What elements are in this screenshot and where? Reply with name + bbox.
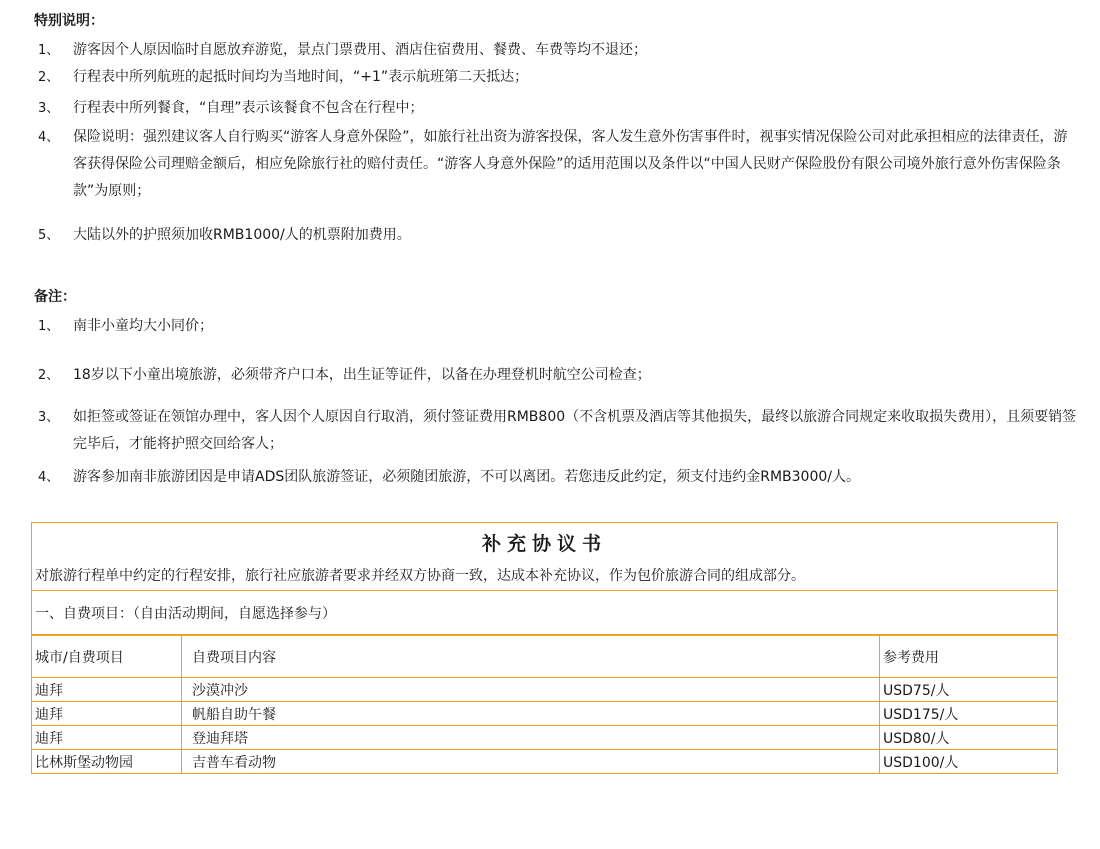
list-text: 如拒签或签证在领馆办理中，客人因个人原因自行取消，须付签证费用RMB800（不含机票及酒店等其他损失，最终以旅游合同规定来收取损失费用），且须要销签完毕后，才能将护照交回给客人； [73, 409, 1077, 452]
remark-1 [38, 313, 1078, 340]
cell-content: 吉普车看动物 [182, 750, 880, 774]
cell-content: 登迪拜塔 [182, 726, 880, 750]
column-header-city: 城市/自费项目 [32, 636, 182, 678]
remarks-heading: 备注： [34, 289, 76, 305]
cell-content: 帆船自助午餐 [182, 702, 880, 726]
table-header-row [32, 636, 1057, 678]
special-notes-heading: 特别说明： [34, 13, 104, 29]
optional-items-section-title: 一、自费项目：（自由活动期间，自愿选择参与） [32, 591, 1057, 635]
special-note-2 [38, 64, 1078, 91]
remark-2 [38, 362, 1078, 389]
cell-city: 比林斯堡动物园 [32, 750, 182, 774]
special-note-3 [38, 95, 1078, 122]
cell-city: 迪拜 [32, 678, 182, 702]
list-number: 1、 [38, 43, 60, 58]
cell-city: 迪拜 [32, 726, 182, 750]
table-row [32, 750, 1057, 774]
list-text: 保险说明：强烈建议客人自行购买“游客人身意外保险”，如旅行社出资为游客投保，客人发生意外伤害事件时，视事实情况保险公司对此承担相应的法律责任，游客获得保险公司理赔金额后，相应免除旅行社的赔付责任。“游客人身意外保险”的适用范围以及条件以“中国人民财产保险股份有限公司境外旅行意外伤害保险条款”为原则； [73, 129, 1068, 199]
remark-3 [38, 404, 1078, 458]
list-text: 行程表中所列餐食，“自理”表示该餐食不包含在行程中； [73, 100, 424, 116]
agreement-intro: 对旅游行程单中约定的行程安排，旅行社应旅游者要求并经双方协商一致，达成本补充协议，作为包价旅游合同的组成部分。 [32, 563, 1057, 591]
cell-content: 沙漠冲沙 [182, 678, 880, 702]
special-note-1 [38, 37, 1078, 64]
list-number: 3、 [38, 101, 60, 116]
list-number: 2、 [38, 368, 60, 383]
column-header-fee: 参考费用 [880, 636, 1058, 678]
cell-city: 迪拜 [32, 702, 182, 726]
list-number: 5、 [38, 228, 60, 243]
list-number: 2、 [38, 70, 60, 85]
list-number: 4、 [38, 470, 60, 485]
supplementary-agreement-table [31, 522, 1058, 774]
list-text: 18岁以下小童出境旅游，必须带齐户口本，出生证等证件，以备在办理登机时航空公司检查； [73, 367, 651, 383]
cell-fee: USD100/人 [880, 750, 1058, 774]
optional-items-table [32, 635, 1057, 773]
list-text: 游客因个人原因临时自愿放弃游览，景点门票费用、酒店住宿费用、餐费、车费等均不退还； [73, 42, 647, 58]
cell-fee: USD175/人 [880, 702, 1058, 726]
list-text: 大陆以外的护照须加收RMB1000/人的机票附加费用。 [73, 227, 411, 243]
special-note-4 [38, 124, 1078, 205]
table-row [32, 678, 1057, 702]
list-number: 3、 [38, 410, 60, 425]
table-row [32, 726, 1057, 750]
list-number: 1、 [38, 319, 60, 334]
column-header-content: 自费项目内容 [182, 636, 880, 678]
cell-fee: USD75/人 [880, 678, 1058, 702]
agreement-title: 补充协议书 [481, 533, 607, 555]
list-text: 游客参加南非旅游团因是申请ADS团队旅游签证，必须随团旅游，不可以离团。若您违反此约定，须支付违约金RMB3000/人。 [73, 469, 860, 485]
special-note-5 [38, 222, 1078, 249]
table-row [32, 702, 1057, 726]
cell-fee: USD80/人 [880, 726, 1058, 750]
list-number: 4、 [38, 130, 60, 145]
list-text: 行程表中所列航班的起抵时间均为当地时间，“+1”表示航班第二天抵达； [73, 69, 529, 85]
list-text: 南非小童均大小同价； [73, 318, 213, 334]
remark-4 [38, 464, 1078, 491]
